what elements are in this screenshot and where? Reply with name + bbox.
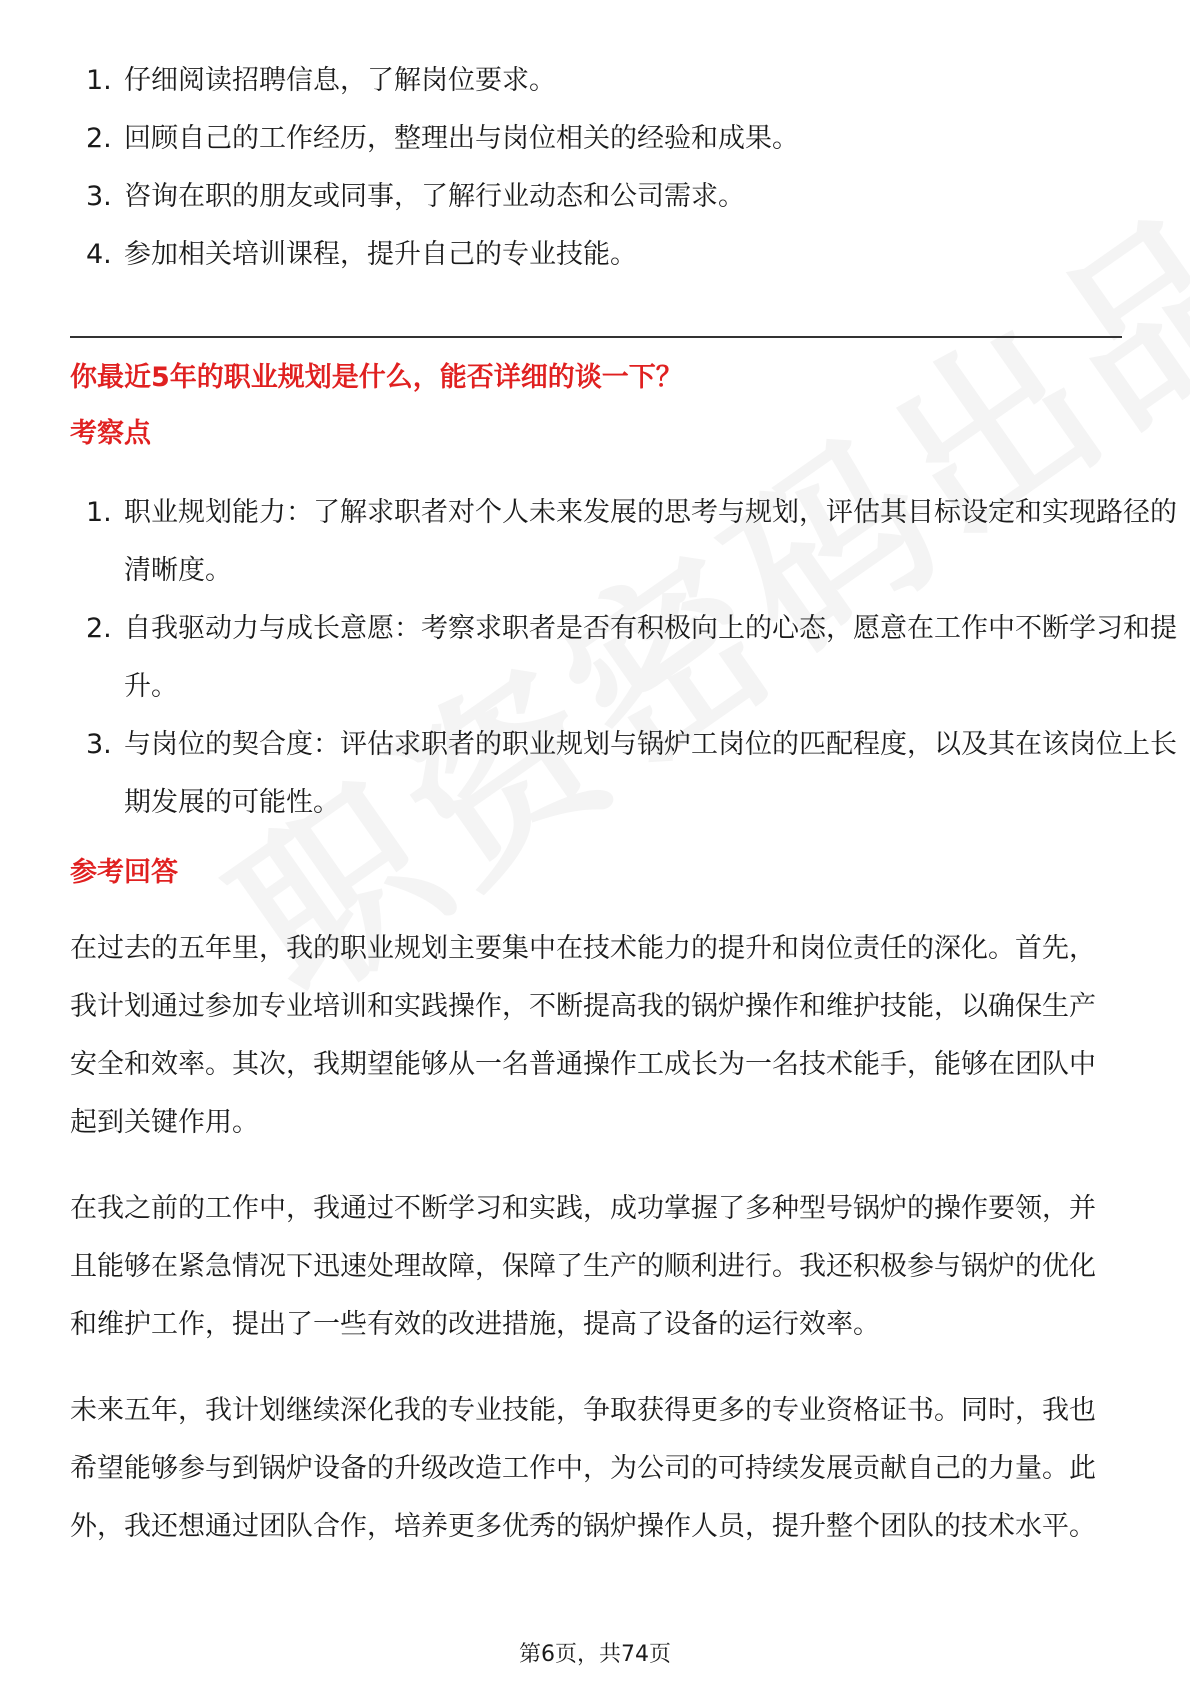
section-divider: [70, 336, 1122, 338]
list-number: 1.: [86, 497, 112, 528]
list-number: 4.: [86, 239, 112, 270]
list-text: 与岗位的契合度：评估求职者的职业规划与锅炉工岗位的匹配程度，以及其在该岗位上长期发展的可能性。: [124, 729, 1177, 818]
list-item: [70, 716, 1184, 832]
list-number: 2.: [86, 123, 112, 154]
list-number: 1.: [86, 65, 112, 96]
list-item: [70, 168, 1184, 226]
question-title: 你最近5年的职业规划是什么，能否详细的谈一下？: [70, 362, 683, 393]
answer-paragraph: 未来五年，我计划继续深化我的专业技能，争取获得更多的专业资格证书。同时，我也希望能够参与到锅炉设备的升级改造工作中，为公司的可持续发展贡献自己的力量。此外，我还想通过团队合作，培养更多优秀的锅炉操作人员，提升整个团队的技术水平。: [70, 1395, 1096, 1542]
list-item: [70, 226, 1184, 284]
answer-paragraph: 在过去的五年里，我的职业规划主要集中在技术能力的提升和岗位责任的深化。首先，我计划通过参加专业培训和实践操作，不断提高我的锅炉操作和维护技能，以确保生产安全和效率。其次，我期望能够从一名普通操作工成长为一名技术能手，能够在团队中起到关键作用。: [70, 933, 1096, 1138]
list-text: 回顾自己的工作经历，整理出与岗位相关的经验和成果。: [124, 123, 799, 154]
list-text: 仔细阅读招聘信息，了解岗位要求。: [124, 65, 556, 96]
page-number: 第6页，共74页: [519, 1642, 671, 1667]
list-text: 自我驱动力与成长意愿：考察求职者是否有积极向上的心态，愿意在工作中不断学习和提升。: [124, 613, 1177, 702]
list-item: [70, 110, 1184, 168]
focus-list: [0, 484, 1177, 832]
list-text: 参加相关培训课程，提升自己的专业技能。: [124, 239, 637, 270]
list-number: 3.: [86, 729, 112, 760]
list-number: 2.: [86, 613, 112, 644]
focus-heading: 考察点: [70, 418, 151, 449]
list-item: [70, 600, 1184, 716]
preparation-list: [0, 52, 1114, 284]
list-item: [70, 52, 1184, 110]
answer-paragraph: 在我之前的工作中，我通过不断学习和实践，成功掌握了多种型号锅炉的操作要领，并且能够在紧急情况下迅速处理故障，保障了生产的顺利进行。我还积极参与锅炉的优化和维护工作，提出了一些有效的改进措施，提高了设备的运行效率。: [70, 1193, 1096, 1340]
answer-heading: 参考回答: [70, 857, 178, 888]
list-text: 咨询在职的朋友或同事，了解行业动态和公司需求。: [124, 181, 745, 212]
list-number: 3.: [86, 181, 112, 212]
list-item: [70, 484, 1184, 600]
list-text: 职业规划能力：了解求职者对个人未来发展的思考与规划，评估其目标设定和实现路径的清晰度。: [124, 497, 1177, 586]
